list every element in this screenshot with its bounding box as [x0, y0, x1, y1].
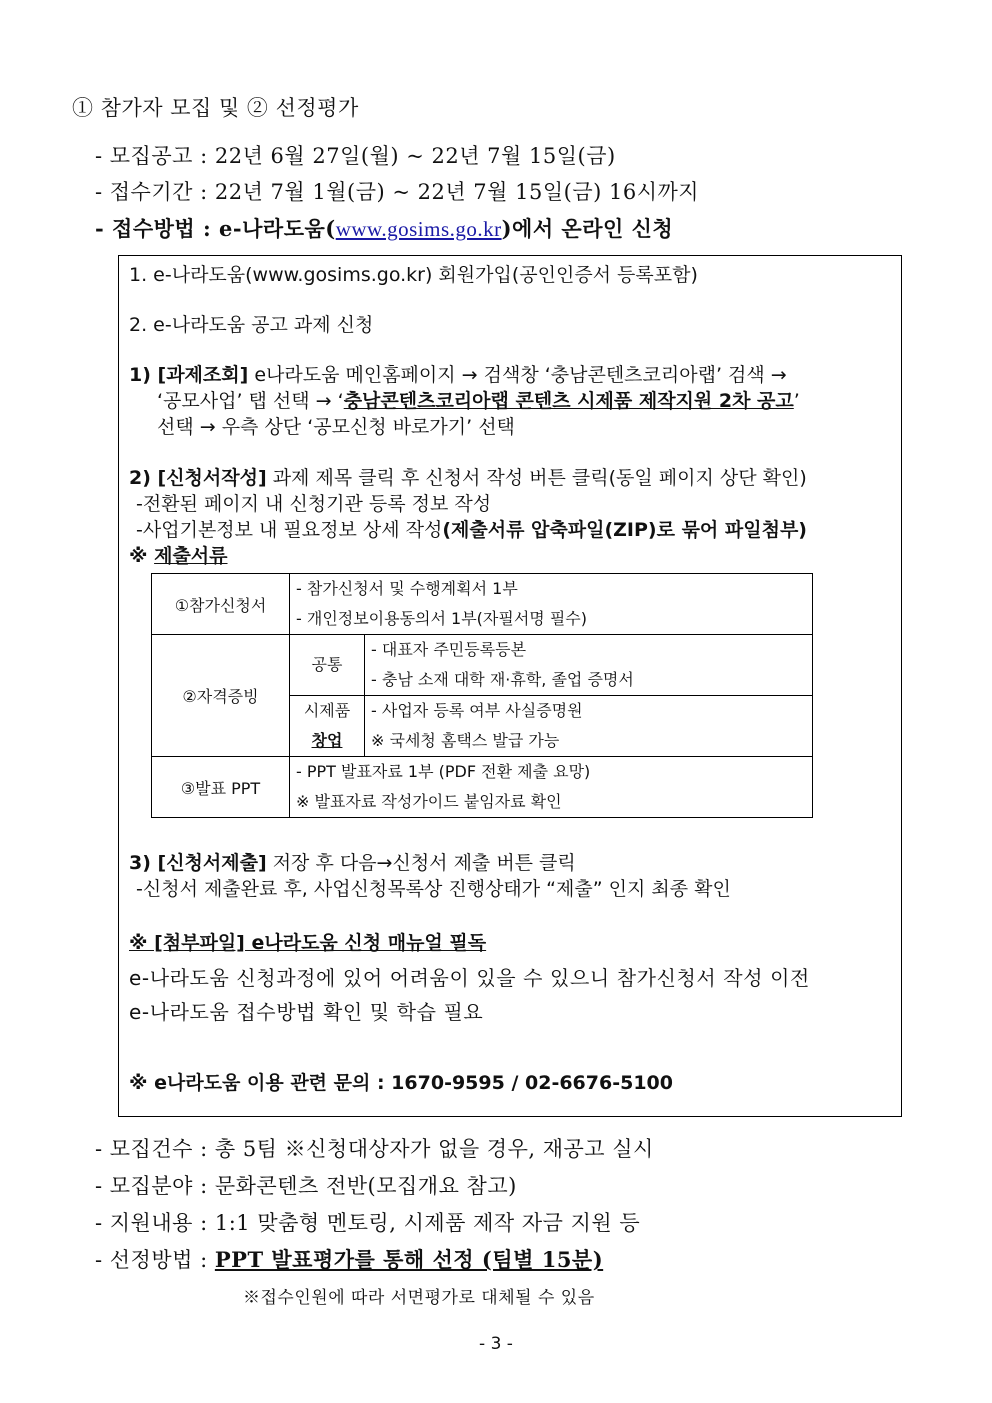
- selection-value: PPT 발표평가를 통해 선정 (팀별 15분): [214, 1247, 604, 1272]
- section-heading: ① 참가자 모집 및 ② 선정평가: [72, 96, 359, 120]
- write-step-line1: [129, 463, 807, 490]
- schedule-value: 22년 7월 1월(금) ~ 22년 7월 15일(금) 16시까지: [214, 180, 700, 204]
- doc-item: - PPT 발표자료 1부 (PDF 전환 제출 요망): [296, 762, 591, 781]
- doc-category: ②자격증빙: [152, 635, 290, 757]
- doc-subcategory-line2: 창업: [311, 731, 343, 750]
- info-value: 총 5팀 ※신청대상자가 없을 경우, 재공고 실시: [214, 1137, 654, 1161]
- doc-items: [290, 574, 813, 635]
- zip-note: (제출서류 압축파일(ZIP)로 묶어 파일첨부): [442, 519, 807, 541]
- info-label: - 지원내용 :: [95, 1211, 208, 1235]
- table-row: [152, 574, 813, 635]
- search-step-text: e나라도움 메인홈페이지 → 검색창 ‘충남콘텐츠코리아랩’ 검색 →: [248, 364, 787, 386]
- table-row: [152, 757, 813, 818]
- method-label: - 접수방법 :: [95, 216, 212, 241]
- doc-item: - 충남 소재 대학 재·휴학, 졸업 증명서: [371, 670, 634, 689]
- info-item-selection: [95, 1244, 603, 1274]
- info-item-field: [95, 1170, 517, 1200]
- docs-mark: ※: [129, 545, 155, 567]
- info-value: 1:1 맞춤형 멘토링, 시제품 제작 자금 지원 등: [214, 1211, 641, 1235]
- doc-items: [290, 757, 813, 818]
- step-1: 1. e-나라도움(www.gosims.go.kr) 회원가입(공인인증서 등록포함): [129, 264, 698, 286]
- schedule-item-receipt: [95, 176, 699, 206]
- info-item-count: [95, 1133, 654, 1163]
- submit-step-text: 저장 후 다음→신청서 제출 버튼 클릭: [266, 852, 576, 874]
- notice-title: 충남콘텐츠코리아랩 콘텐츠 시제품 제작지원 2차 공고: [343, 390, 794, 412]
- submit-step-line1: [129, 848, 576, 875]
- doc-category: ①참가신청서: [152, 574, 290, 635]
- step-2: 2. e-나라도움 공고 과제 신청: [129, 314, 374, 336]
- write-step-line3: [136, 515, 807, 542]
- method-suffix: )에서 온라인 신청: [501, 216, 674, 241]
- documents-table: [151, 573, 813, 818]
- search-step-text2a: ‘공모사업’ 탭 선택 → ‘: [157, 390, 344, 412]
- schedule-value: 22년 6월 27일(월) ~ 22년 7월 15일(금): [214, 144, 616, 168]
- schedule-label: - 모집공고 :: [95, 144, 208, 168]
- doc-subcategory: [290, 696, 365, 757]
- write-step-line2: -전환된 페이지 내 신청기관 등록 정보 작성: [136, 493, 492, 515]
- attachment-text-line1: e-나라도움 신청과정에 있어 어려움이 있을 수 있으니 참가신청서 작성 이전: [129, 966, 810, 990]
- selection-note: ※접수인원에 따라 서면평가로 대체될 수 있음: [243, 1288, 595, 1308]
- doc-item: - 대표자 주민등록등본: [371, 640, 527, 659]
- doc-items: [365, 696, 813, 757]
- attachment-title: ※ [첨부파일] e나라도움 신청 매뉴얼 필독: [129, 932, 487, 954]
- info-label: - 선정방법 :: [95, 1248, 208, 1272]
- table-row: [152, 635, 813, 696]
- info-label: - 모집분야 :: [95, 1174, 208, 1198]
- receipt-method: [95, 213, 673, 243]
- docs-heading: [129, 541, 228, 568]
- write-step-text3a: -사업기본정보 내 필요정보 상세 작성: [136, 519, 443, 541]
- doc-items: [365, 635, 813, 696]
- doc-item: ※ 국세청 홈택스 발급 가능: [371, 731, 560, 750]
- contact-info: ※ e나라도움 이용 관련 문의 : 1670-9595 / 02-6676-5100: [129, 1072, 673, 1094]
- page-number: - 3 -: [479, 1334, 513, 1354]
- submit-step-tag: 3) [신청서제출]: [129, 852, 267, 874]
- write-step-tag: 2) [신청서작성]: [129, 467, 267, 489]
- attachment-text-line2: e-나라도움 접수방법 확인 및 학습 필요: [129, 1000, 484, 1024]
- info-value: 문화콘텐츠 전반(모집개요 참고): [214, 1174, 517, 1198]
- doc-item: - 사업자 등록 여부 사실증명원: [371, 701, 583, 720]
- submit-step-line2: -신청서 제출완료 후, 사업신청목록상 진행상태가 “제출” 인지 최종 확인: [136, 878, 731, 900]
- doc-subcategory-line1: 시제품: [303, 701, 351, 720]
- doc-item: - 참가신청서 및 수행계획서 1부: [296, 579, 518, 598]
- search-step-line3: 선택 → 우측 상단 ‘공모신청 바로가기’ 선택: [157, 416, 515, 438]
- schedule-item-recruit: [95, 140, 616, 170]
- search-step-line2: [157, 386, 800, 413]
- doc-category: ③발표 PPT: [152, 757, 290, 818]
- application-guide-box: [118, 255, 902, 1117]
- search-step-text2c: ’: [793, 390, 800, 412]
- doc-item: - 개인정보이용동의서 1부(자필서명 필수): [296, 609, 587, 628]
- search-step-line1: [129, 360, 787, 387]
- schedule-label: - 접수기간 :: [95, 180, 208, 204]
- write-step-text: 과제 제목 클릭 후 신청서 작성 버튼 클릭(동일 페이지 상단 확인): [266, 467, 807, 489]
- doc-subcategory: 공통: [290, 635, 365, 696]
- gosims-link[interactable]: www.gosims.go.kr: [335, 217, 502, 241]
- info-label: - 모집건수 :: [95, 1137, 208, 1161]
- docs-title: 제출서류: [154, 545, 228, 567]
- search-step-tag: 1) [과제조회]: [129, 364, 249, 386]
- info-item-support: [95, 1207, 640, 1237]
- doc-item: ※ 발표자료 작성가이드 붙임자료 확인: [296, 792, 562, 811]
- method-prefix: e-나라도움(: [219, 216, 336, 241]
